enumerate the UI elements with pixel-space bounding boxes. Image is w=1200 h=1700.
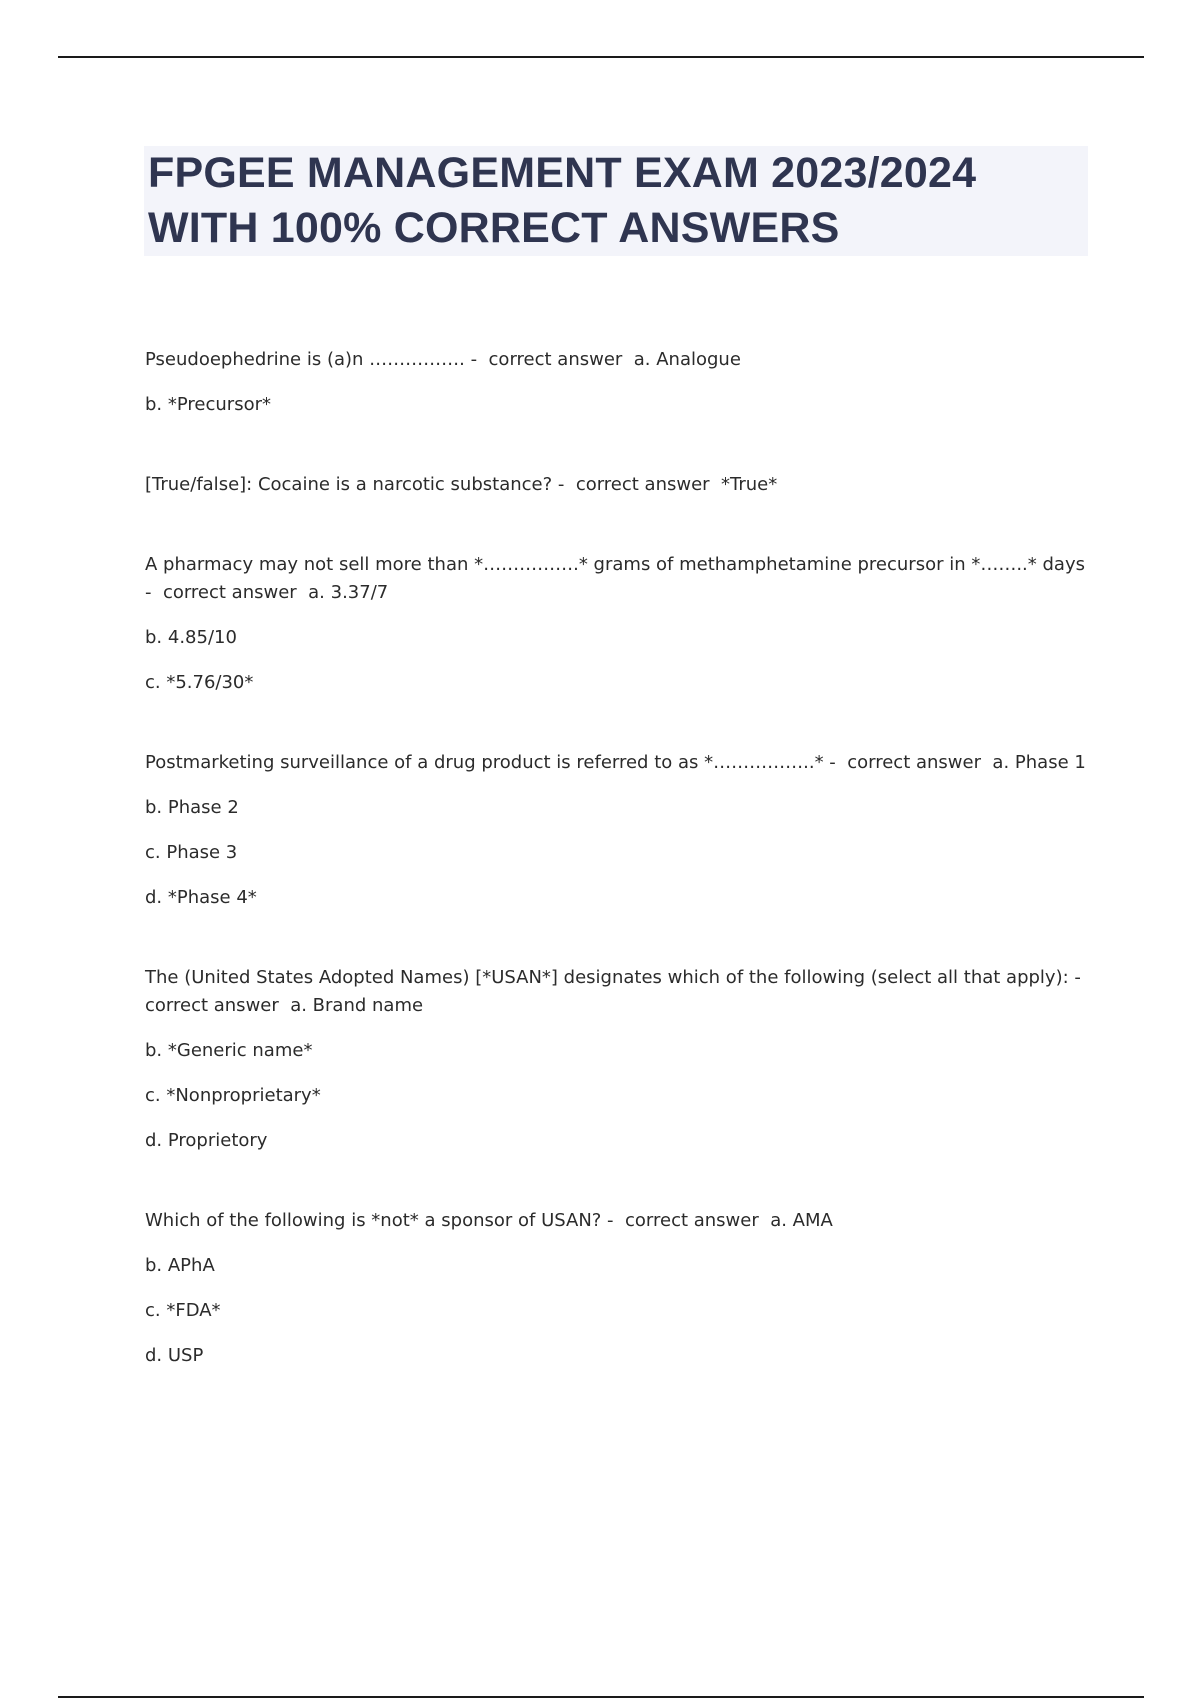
answer-option: c. *Nonproprietary*: [145, 1085, 321, 1106]
answer-option: b. *Generic name*: [145, 1040, 313, 1061]
question-item-6: [145, 1207, 1095, 1370]
answer-option: b. Phase 2: [145, 797, 239, 818]
answer-option: d. Proprietory: [145, 1130, 268, 1151]
question-item-1: [145, 346, 1095, 419]
question-text: Which of the following is *not* a sponsor of USAN? - correct answer a. AMA: [145, 1210, 833, 1231]
answer-option: b. APhA: [145, 1255, 215, 1276]
question-item-2: [145, 471, 1095, 499]
answer-option: d. *Phase 4*: [145, 887, 257, 908]
question-text: Postmarketing surveillance of a drug product is referred to as *……………..* - correct answer a. Phase 1: [145, 752, 1086, 773]
title-line-1: FPGEE MANAGEMENT EXAM 2023/2024: [148, 149, 977, 197]
answer-option: c. *FDA*: [145, 1300, 221, 1321]
answer-option: d. USP: [145, 1345, 204, 1366]
bottom-rule: [58, 1696, 1144, 1698]
question-text: The (United States Adopted Names) [*USAN*] designates which of the following (select all that apply): - correct answer a. Brand name: [145, 967, 1093, 1016]
answer-option: b. 4.85/10: [145, 627, 237, 648]
question-item-5: [145, 964, 1095, 1155]
top-rule: [58, 56, 1144, 58]
question-text: A pharmacy may not sell more than *…………….* grams of methamphetamine precursor in *……..* days - correct answer a. 3.37/7: [145, 554, 1091, 603]
answer-option: c. Phase 3: [145, 842, 238, 863]
title-line-2: WITH 100% CORRECT ANSWERS: [148, 204, 840, 252]
document-title: [144, 146, 1088, 256]
question-item-3: [145, 551, 1095, 697]
question-list: [145, 346, 1095, 1370]
question-text: [True/false]: Cocaine is a narcotic substance? - correct answer *True*: [145, 474, 778, 495]
question-text: Pseudoephedrine is (a)n ……………. - correct answer a. Analogue: [145, 349, 741, 370]
answer-option: b. *Precursor*: [145, 394, 271, 415]
question-item-4: [145, 749, 1095, 912]
answer-option: c. *5.76/30*: [145, 672, 254, 693]
